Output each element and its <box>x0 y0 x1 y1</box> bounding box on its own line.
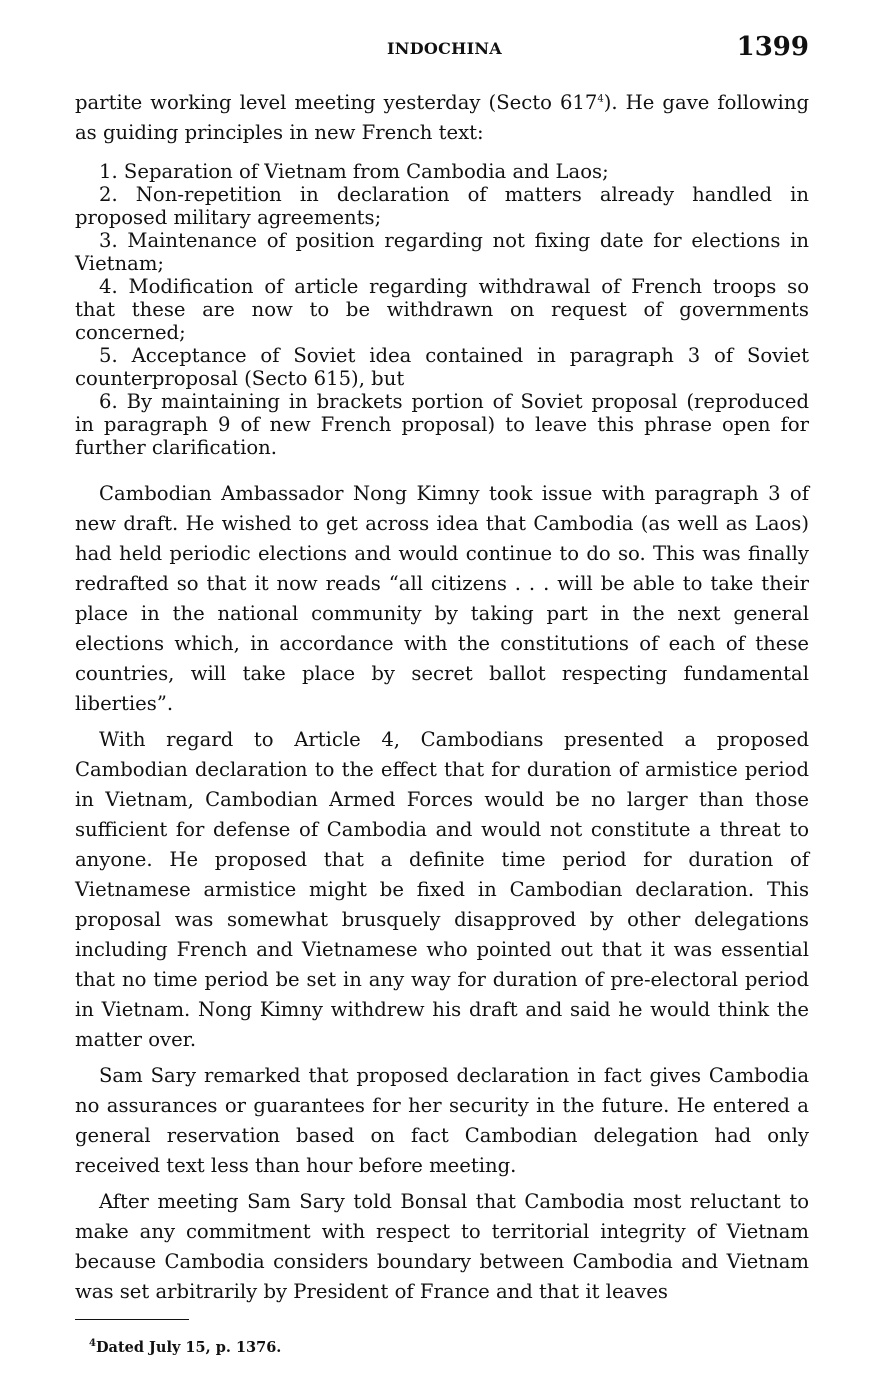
footnote-text: Dated July 15, p. 1376. <box>95 1339 282 1356</box>
principle-item: 5. Acceptance of Soviet idea contained in paragraph 3 of Soviet counterproposal (Secto 615), but <box>75 344 809 390</box>
intro-text-start: partite working level meeting yesterday (Secto 617 <box>75 91 598 114</box>
body-paragraph: Sam Sary remarked that proposed declaration in fact gives Cambodia no assurances or guarantees for her security in the future. He entered a general reservation based on fact Cambodian delegation had only received text less than hour before meeting. <box>75 1064 809 1177</box>
principle-item: 2. Non-repetition in declaration of matters already handled in proposed military agreements; <box>75 183 809 229</box>
page-header <box>75 32 809 70</box>
body-paragraph: With regard to Article 4, Cambodians presented a proposed Cambodian declaration to the effect that for duration of armistice period in Vietnam, Cambodian Armed Forces would be no larger than those sufficient for defense of Cambodia and would not constitute a threat to anyone. He proposed that a definite time period for duration of Vietnamese armistice might be fixed in Cambodian declaration. This proposal was somewhat brusquely disapproved by other delegations including French and Vietnamese who pointed out that it was essential that no time period be set in any way for duration of pre-electoral period in Vietnam. Nong Kimny withdrew his draft and said he would think the matter over. <box>75 728 809 1051</box>
footnote-marker: 4 <box>89 1338 96 1350</box>
footnote <box>75 1338 809 1358</box>
footnote-reference: 4 <box>597 93 604 105</box>
body-paragraph: After meeting Sam Sary told Bonsal that Cambodia most reluctant to make any commitment with respect to territorial integrity of Vietnam because Cambodia considers boundary between Cambodia and Vietnam was set arbitrarily by President of France and that it leaves <box>75 1190 809 1303</box>
running-head: INDOCHINA <box>387 39 502 58</box>
principle-item: 3. Maintenance of position regarding not fixing date for elections in Vietnam; <box>75 229 809 275</box>
footnote-rule <box>75 1319 189 1320</box>
body-paragraph: Cambodian Ambassador Nong Kimny took issue with paragraph 3 of new draft. He wished to get across idea that Cambodia (as well as Laos) had held periodic elections and would continue to do so. This was finally redrafted so that it now reads “all citizens . . . will be able to take their place in the national community by taking part in the next general elections which, in accordance with the constitutions of each of these countries, will take place by secret ballot respecting fundamental liberties”. <box>75 482 809 715</box>
page-number: 1399 <box>736 32 809 62</box>
intro-paragraph <box>75 88 809 148</box>
principle-item: 6. By maintaining in brackets portion of Soviet proposal (reproduced in paragraph 9 of new French proposal) to leave this phrase open for further clarification. <box>75 390 809 459</box>
document-page <box>75 32 809 1358</box>
principle-item: 1. Separation of Vietnam from Cambodia and Laos; <box>99 160 609 183</box>
principle-item: 4. Modification of article regarding withdrawal of French troops so that these are now to be withdrawn on request of governments concerned; <box>75 275 809 344</box>
intro-text-end: ). He gave following as guiding principles in new French text: <box>75 91 809 144</box>
principles-list <box>75 160 809 459</box>
